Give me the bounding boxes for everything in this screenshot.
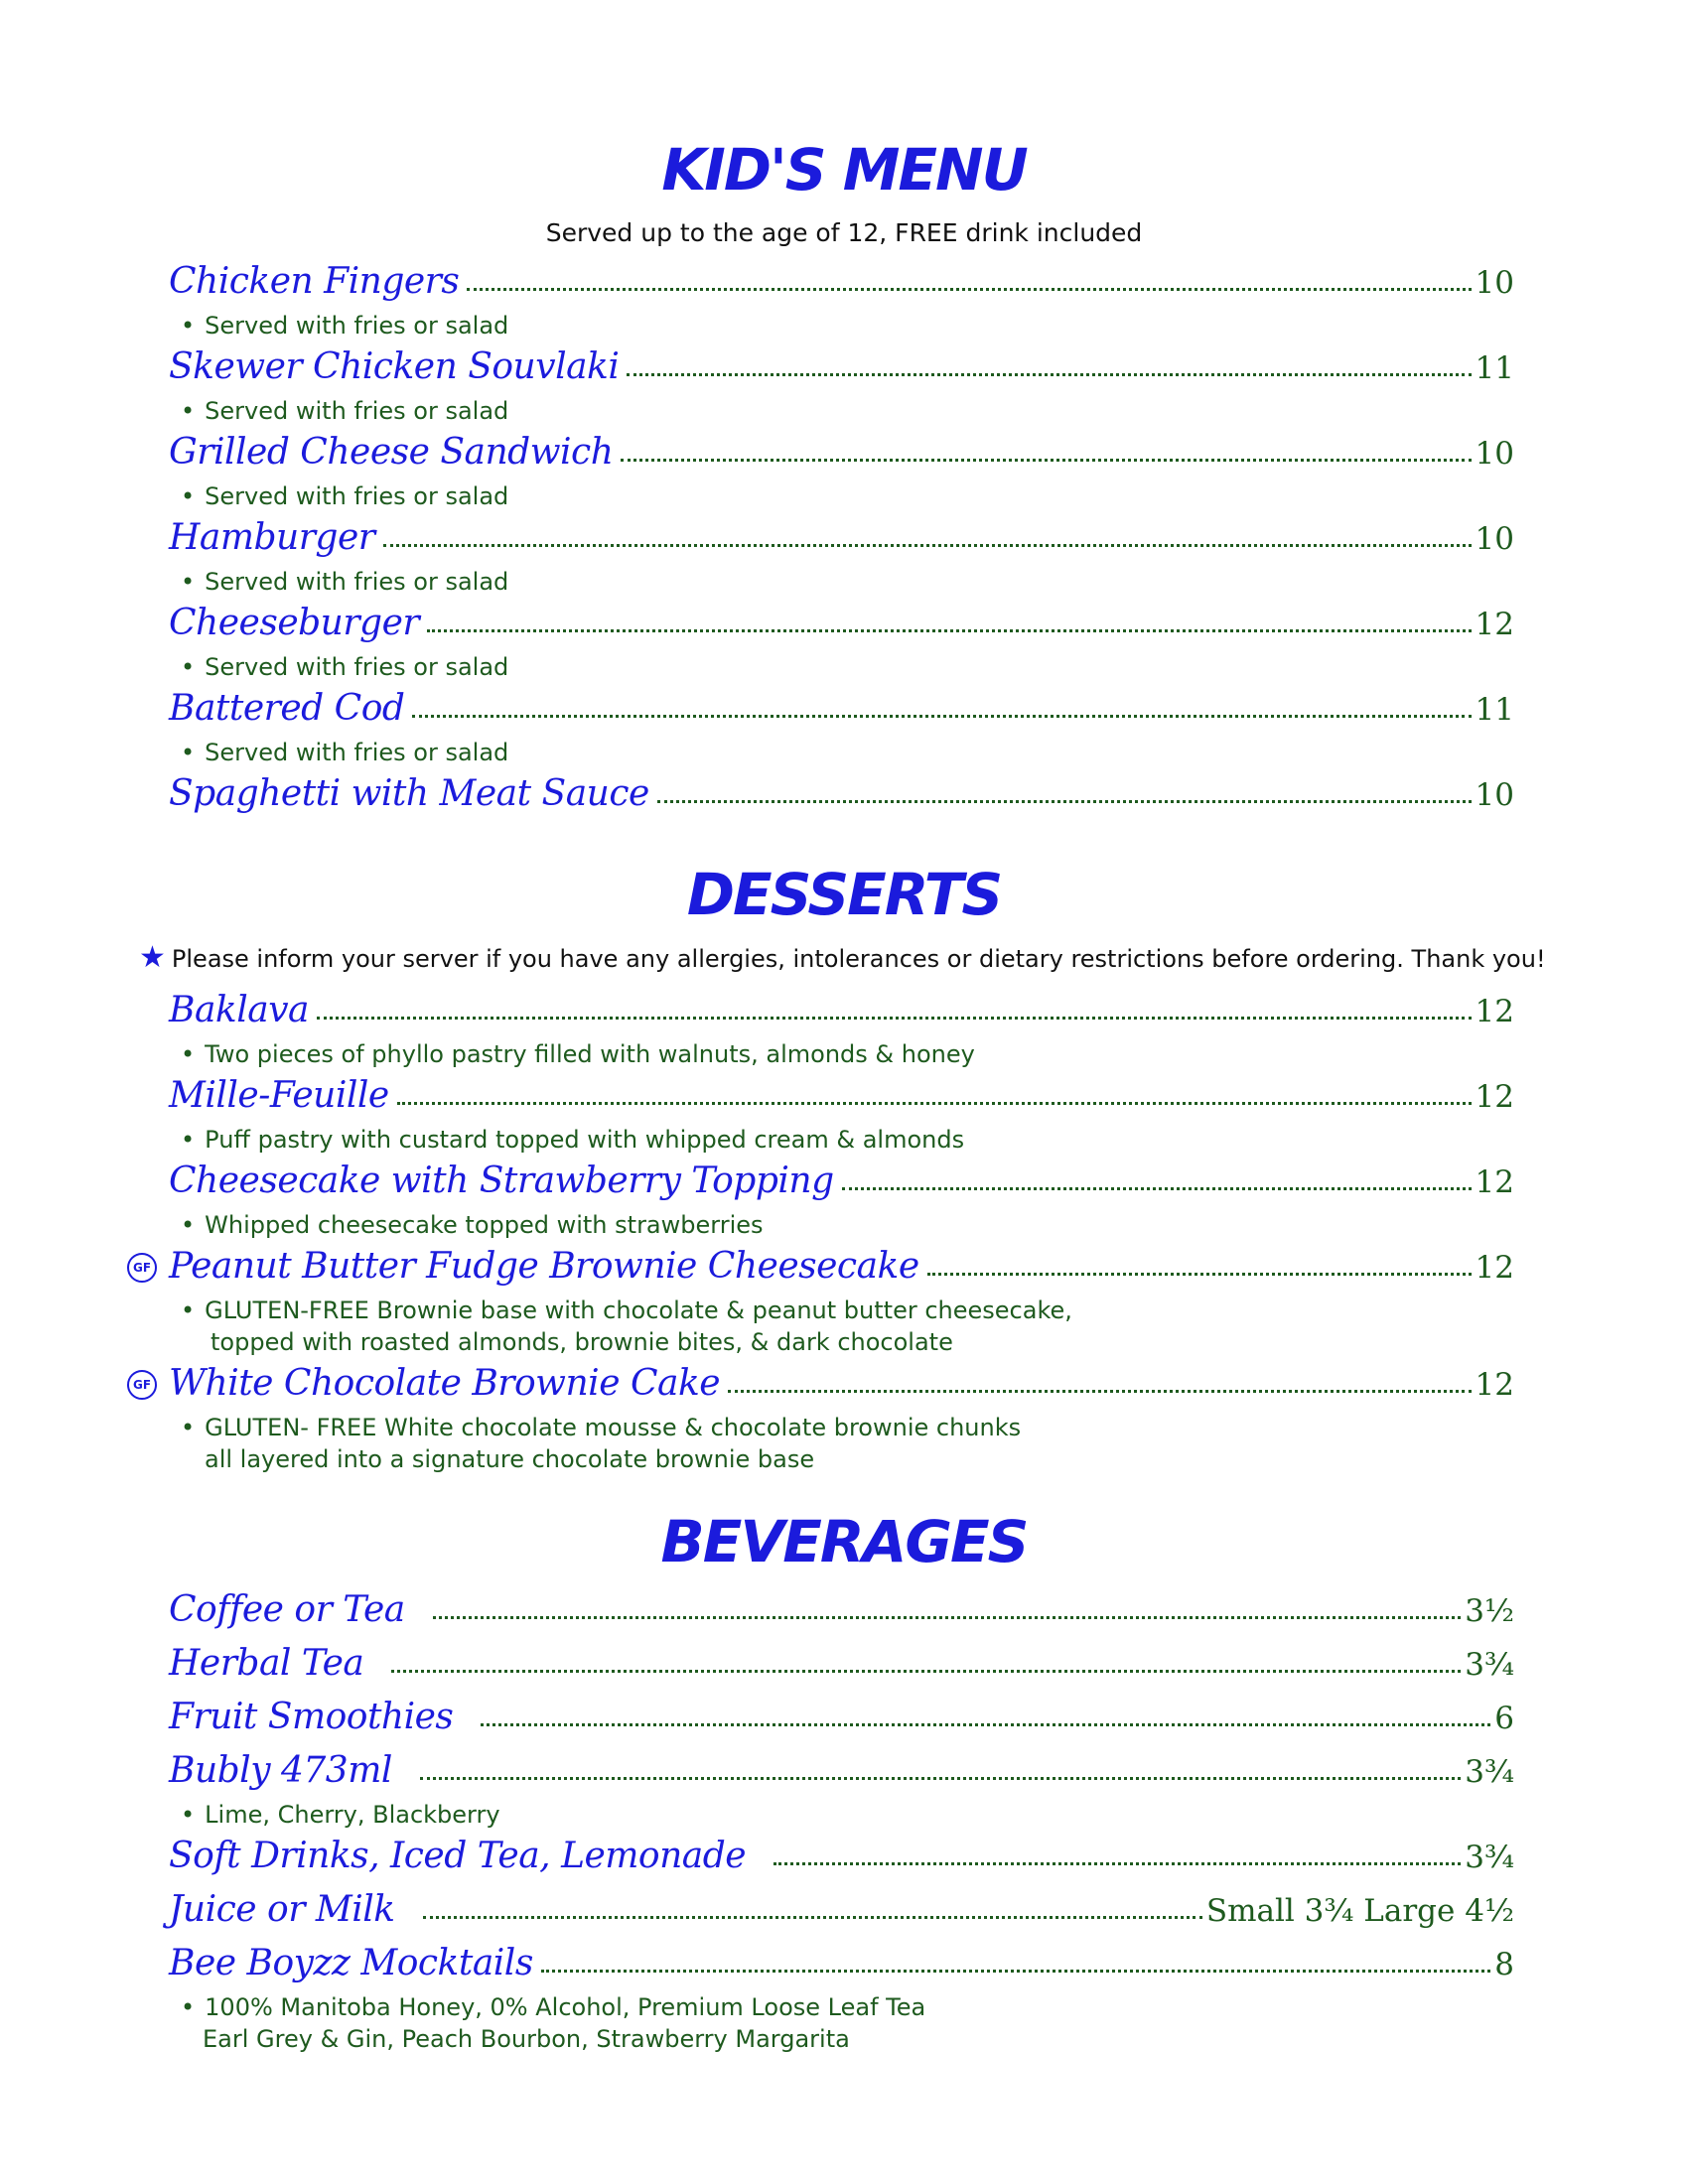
menu-item [169,1836,1514,1882]
item-price: 10 [1475,265,1514,301]
item-name: Baklava [169,990,310,1030]
item-price: 12 [1475,1079,1514,1115]
item-price: 10 [1475,436,1514,472]
dot-leader [467,288,1471,291]
item-description-continued: Earl Grey & Gin, Peach Bourbon, Strawberry Margarita [203,2025,850,2053]
item-name: Juice or Milk [169,1889,395,1930]
gluten-free-icon: GF [127,1253,157,1283]
dot-leader [427,629,1471,632]
menu-item [169,1643,1514,1690]
item-name: Soft Drinks, Iced Tea, Lemonade [169,1836,747,1876]
dot-leader [420,1777,1461,1780]
item-name: White Chocolate Brownie Cake [169,1363,721,1404]
item-name: Cheesecake with Strawberry Topping [169,1160,834,1201]
item-description-text: 100% Manitoba Honey, 0% Alcohol, Premium Loose Leaf Tea [205,1993,926,2021]
dot-leader [627,373,1471,376]
item-name: Skewer Chicken Souvlaki [169,346,620,387]
item-description: • Puff pastry with custard topped with whipped cream & almonds [181,1126,965,1154]
item-name: Herbal Tea [169,1643,364,1684]
item-price: 10 [1475,521,1514,557]
item-price: 12 [1475,607,1514,642]
dot-leader [397,1102,1472,1105]
dot-leader [728,1390,1471,1393]
allergy-note-text: Please inform your server if you have any allergies, intolerances or dietary restrictions before ordering. Thank you! [171,945,1546,973]
item-description: • Served with fries or salad [181,312,509,340]
menu-item [169,688,1514,735]
dot-leader [412,715,1471,718]
item-price: 3½ [1465,1593,1514,1629]
item-price: 3¾ [1465,1840,1514,1875]
item-name: Peanut Butter Fudge Brownie Cheesecake [169,1246,919,1287]
item-description-text: Served with fries or salad [205,397,509,425]
item-description-text: Served with fries or salad [205,482,509,510]
item-name: Fruit Smoothies [169,1697,454,1737]
dot-leader [541,1970,1490,1973]
item-description: • Served with fries or salad [181,739,509,766]
dot-leader [433,1616,1461,1619]
menu-item [169,603,1514,649]
dot-leader [927,1273,1472,1276]
item-name: Chicken Fingers [169,261,460,302]
item-description: • Served with fries or salad [181,482,509,510]
item-price: Small 3¾ Large 4½ [1205,1893,1514,1929]
menu-item [169,1697,1514,1743]
item-name: Coffee or Tea [169,1589,405,1630]
item-description-text: Puff pastry with custard topped with whipped cream & almonds [205,1126,965,1154]
menu-item [169,1363,1514,1410]
menu-item [169,1889,1514,1936]
item-name: Battered Cod [169,688,405,729]
item-price: 10 [1475,777,1514,813]
beverages-title: BEVERAGES [660,1508,1028,1575]
menu-item [169,1943,1514,1989]
item-description-text: Two pieces of phyllo pastry filled with walnuts, almonds & honey [205,1040,975,1068]
item-name: Bee Boyzz Mocktails [169,1943,533,1983]
item-description-text: Whipped cheesecake topped with strawberries [205,1211,764,1239]
item-description-continued: topped with roasted almonds, brownie bites, & dark chocolate [211,1328,953,1356]
menu-item [169,1075,1514,1122]
dot-leader [621,459,1471,462]
kids-menu-subtitle: Served up to the age of 12, FREE drink included [545,218,1143,247]
item-name: Bubly 473ml [169,1750,392,1791]
item-description-text: GLUTEN-FREE Brownie base with chocolate & peanut butter cheesecake, [205,1297,1072,1324]
desserts-title: DESSERTS [686,861,1002,928]
menu-item [169,1589,1514,1636]
item-price: 12 [1475,1164,1514,1200]
menu-item [169,1750,1514,1797]
item-price: 6 [1494,1701,1514,1736]
dot-leader [391,1670,1461,1673]
menu-item [169,990,1514,1036]
star-icon: ★ [139,940,166,975]
item-description: • GLUTEN- FREE White chocolate mousse & chocolate brownie chunks [181,1414,1022,1441]
menu-item [169,346,1514,393]
allergy-note [139,940,1549,975]
menu-item [169,432,1514,478]
dot-leader [774,1862,1461,1865]
item-description: • 100% Manitoba Honey, 0% Alcohol, Premium Loose Leaf Tea [181,1993,926,2021]
item-price: 11 [1475,350,1514,386]
item-price: 12 [1475,1367,1514,1403]
menu-item [169,261,1514,308]
item-description-text: Served with fries or salad [205,653,509,681]
item-name: Spaghetti with Meat Sauce [169,773,649,814]
dot-leader [657,800,1472,803]
menu-item [169,773,1514,820]
item-description-text: GLUTEN- FREE White chocolate mousse & chocolate brownie chunks [205,1414,1022,1441]
dot-leader [423,1916,1202,1919]
kids-menu-title: KID'S MENU [661,136,1027,204]
item-price: 11 [1475,692,1514,728]
item-description-text: Served with fries or salad [205,739,509,766]
item-description: • Whipped cheesecake topped with strawberries [181,1211,764,1239]
item-price: 12 [1475,1250,1514,1286]
menu-item [169,1246,1514,1293]
dot-leader [481,1723,1490,1726]
item-description-text: Served with fries or salad [205,312,509,340]
item-description-continued: all layered into a signature chocolate brownie base [205,1445,815,1473]
item-description: • Served with fries or salad [181,653,509,681]
item-description: • GLUTEN-FREE Brownie base with chocolate & peanut butter cheesecake, [181,1297,1072,1324]
item-description: • Served with fries or salad [181,397,509,425]
item-price: 12 [1475,994,1514,1029]
dot-leader [317,1017,1472,1020]
item-description: • Served with fries or salad [181,568,509,596]
item-description: • Lime, Cherry, Blackberry [181,1801,500,1829]
item-description-text: Lime, Cherry, Blackberry [205,1801,500,1829]
dot-leader [842,1187,1472,1190]
item-price: 8 [1494,1947,1514,1982]
item-price: 3¾ [1465,1754,1514,1790]
menu-item [169,1160,1514,1207]
item-name: Grilled Cheese Sandwich [169,432,614,473]
item-name: Mille-Feuille [169,1075,389,1116]
item-description-text: Served with fries or salad [205,568,509,596]
menu-item [169,517,1514,564]
gluten-free-icon: GF [127,1370,157,1400]
item-name: Hamburger [169,517,375,558]
item-description: • Two pieces of phyllo pastry filled with walnuts, almonds & honey [181,1040,975,1068]
dot-leader [383,544,1472,547]
item-name: Cheeseburger [169,603,420,643]
item-price: 3¾ [1465,1647,1514,1683]
